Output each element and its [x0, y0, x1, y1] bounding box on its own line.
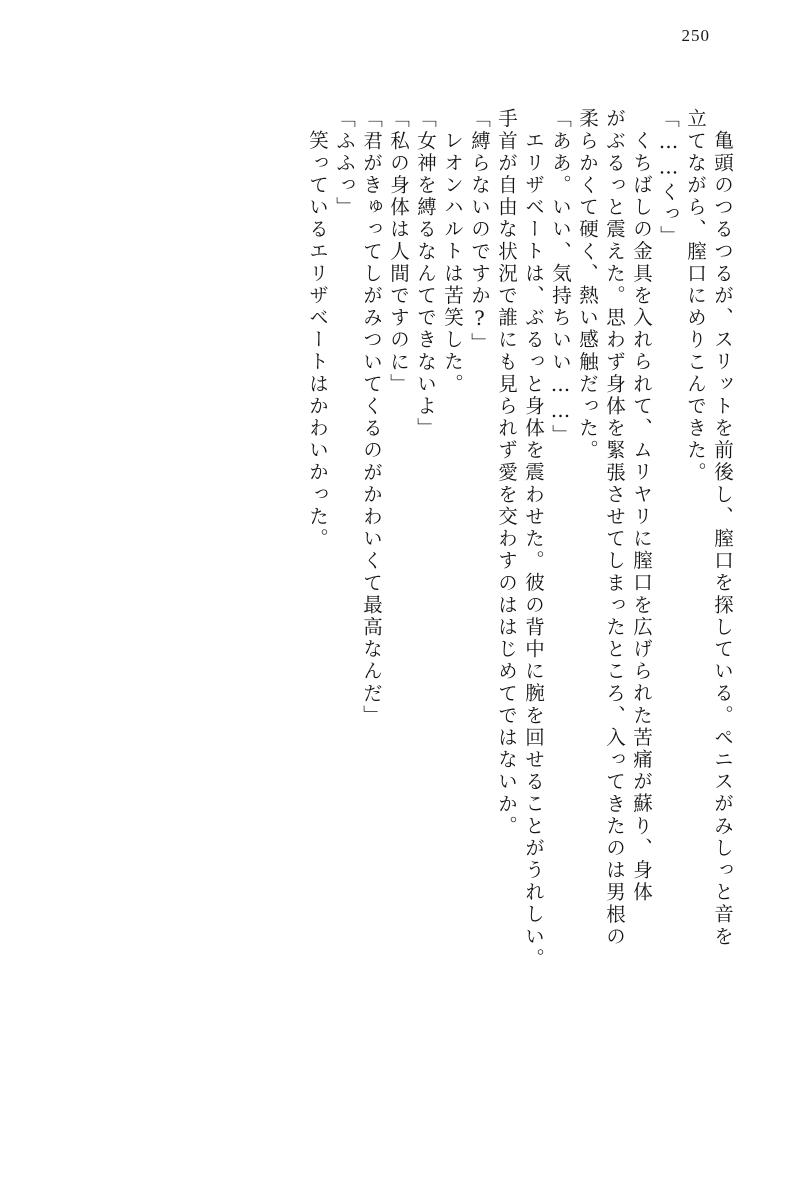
body-text-vertical: [52, 108, 732, 1118]
page-number: 250: [681, 26, 710, 45]
text-line: 手首が自由な状況で誰にも見られず愛を交わすのははじめてではないか。: [495, 108, 518, 838]
text-line: 「ふふっ」: [333, 108, 356, 219]
text-line: がぶるっと震えた。思わず身体を緊張させてしまったところ、入ってきたのは男根の: [603, 108, 626, 948]
text-line: 「……くっ」: [657, 108, 680, 248]
text-line: 亀頭のつるつるが、スリットを前後し、膣口を探している。ペニスがみしっと音を: [711, 130, 734, 948]
text-line: くちばしの金具を入れられて、ムリヤリに膣口を広げられた苦痛が蘇り、身体: [630, 130, 653, 904]
text-line: 「ああ。いい、気持ちいい……」: [549, 108, 572, 447]
text-line: エリザベートは、ぶるっと身体を震わせた。彼の背中に腕を回せることがうれしい。: [522, 130, 545, 970]
text-line: 笑っているエリザベートはかわいかった。: [306, 130, 329, 550]
text-line: 立てながら、膣口にめりこんできた。: [684, 108, 707, 484]
text-line: 「君がきゅってしがみついてくるのがかわいくて最高なんだ」: [360, 108, 383, 727]
text-line: 「女神を縛るなんてできないよ」: [414, 108, 437, 440]
text-line: レオンハルトは苦笑した。: [441, 130, 464, 396]
text-line: 「縛らないのですか?」: [468, 108, 491, 355]
text-line: 柔らかくて硬く、熱い感触だった。: [576, 108, 599, 462]
text-line: 「私の身体は人間ですのに」: [387, 108, 410, 396]
